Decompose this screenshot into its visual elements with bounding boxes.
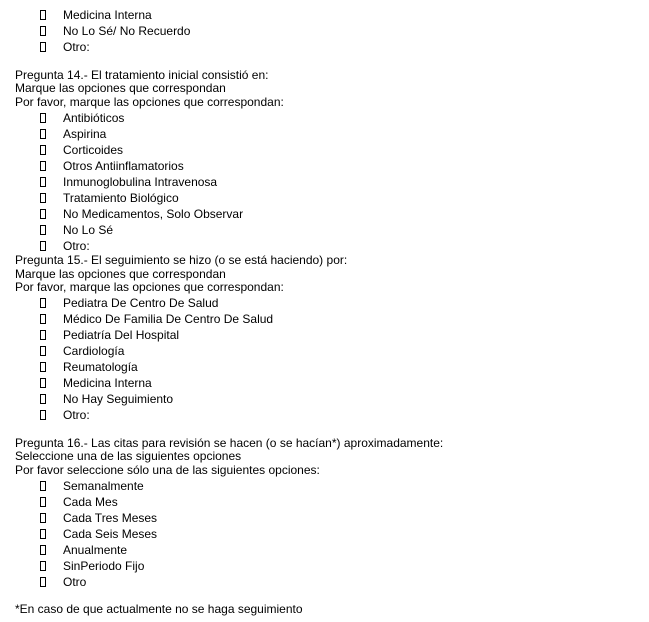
q16-option-semanalmente[interactable] bbox=[38, 478, 144, 494]
q16-option-cada-tres-meses[interactable] bbox=[38, 510, 157, 526]
checkbox-icon[interactable] bbox=[40, 577, 46, 587]
option-top-1[interactable] bbox=[38, 23, 190, 39]
q15-hint: Marque las opciones que correspondan bbox=[15, 267, 226, 281]
checkbox-icon[interactable] bbox=[40, 378, 46, 388]
checkbox-icon[interactable] bbox=[40, 241, 46, 251]
option-label: Cardiología bbox=[63, 344, 125, 358]
option-label: Tratamiento Biológico bbox=[63, 191, 179, 205]
q14-option-antibioticos[interactable] bbox=[38, 110, 124, 126]
option-label: SinPeriodo Fijo bbox=[63, 559, 145, 573]
q15-option-medicina-interna[interactable] bbox=[38, 375, 152, 391]
checkbox-icon[interactable] bbox=[40, 481, 46, 491]
q14-option-no-medicamentos[interactable] bbox=[38, 206, 243, 222]
option-label: Pediatría Del Hospital bbox=[63, 328, 180, 342]
q16-hint: Seleccione una de las siguientes opciones bbox=[15, 449, 242, 463]
q15-option-pediatria-hospital[interactable] bbox=[38, 327, 179, 343]
option-label: No Lo Sé bbox=[63, 223, 114, 237]
q16-title: Pregunta 16.- Las citas para revisión se hacen (o se hacían*) aproximadamente: bbox=[15, 436, 444, 450]
option-top-2[interactable] bbox=[38, 39, 90, 55]
footnote: *En caso de que actualmente no se haga seguimiento bbox=[15, 602, 303, 616]
q14-option-corticoides[interactable] bbox=[38, 142, 123, 158]
q15-option-medico-familia[interactable] bbox=[38, 311, 273, 327]
checkbox-icon[interactable] bbox=[40, 225, 46, 235]
q16-option-sin-periodo-fijo[interactable] bbox=[38, 558, 144, 574]
q14-option-inmunoglobulina[interactable] bbox=[38, 174, 217, 190]
q16-option-otro[interactable] bbox=[38, 574, 86, 590]
checkbox-icon[interactable] bbox=[40, 26, 46, 36]
checkbox-icon[interactable] bbox=[40, 42, 46, 52]
option-label: Semanalmente bbox=[63, 479, 144, 493]
checkbox-icon[interactable] bbox=[40, 362, 46, 372]
q14-option-aspirina[interactable] bbox=[38, 126, 106, 142]
option-label: Medicina Interna bbox=[63, 8, 152, 22]
option-label: Otro bbox=[63, 575, 87, 589]
q14-instruction: Por favor, marque las opciones que correspondan: bbox=[15, 95, 284, 109]
q16-option-cada-mes[interactable] bbox=[38, 494, 118, 510]
checkbox-icon[interactable] bbox=[40, 129, 46, 139]
q15-option-pediatra-centro-salud[interactable] bbox=[38, 295, 218, 311]
checkbox-icon[interactable] bbox=[40, 113, 46, 123]
option-label: Otros Antiinflamatorios bbox=[63, 159, 184, 173]
option-label: Cada Seis Meses bbox=[63, 527, 158, 541]
q16-option-anualmente[interactable] bbox=[38, 542, 127, 558]
option-label: Reumatología bbox=[63, 360, 138, 374]
q15-option-no-hay-seguimiento[interactable] bbox=[38, 391, 173, 407]
option-label: Inmunoglobulina Intravenosa bbox=[63, 175, 218, 189]
checkbox-icon[interactable] bbox=[40, 177, 46, 187]
checkbox-icon[interactable] bbox=[40, 209, 46, 219]
option-label: Médico De Familia De Centro De Salud bbox=[63, 312, 274, 326]
option-label: No Lo Sé/ No Recuerdo bbox=[63, 24, 191, 38]
option-label: Cada Tres Meses bbox=[63, 511, 158, 525]
option-label: Corticoides bbox=[63, 143, 124, 157]
option-label: Aspirina bbox=[63, 127, 107, 141]
option-label: Otro: bbox=[63, 239, 90, 253]
checkbox-icon[interactable] bbox=[40, 161, 46, 171]
checkbox-icon[interactable] bbox=[40, 330, 46, 340]
q14-option-tratamiento-biologico[interactable] bbox=[38, 190, 179, 206]
option-label: Antibióticos bbox=[63, 111, 125, 125]
option-label: Otro: bbox=[63, 40, 90, 54]
option-label: Anualmente bbox=[63, 543, 128, 557]
checkbox-icon[interactable] bbox=[40, 314, 46, 324]
checkbox-icon[interactable] bbox=[40, 561, 46, 571]
checkbox-icon[interactable] bbox=[40, 193, 46, 203]
checkbox-icon[interactable] bbox=[40, 513, 46, 523]
option-label: Pediatra De Centro De Salud bbox=[63, 296, 219, 310]
q14-option-no-lo-se[interactable] bbox=[38, 222, 113, 238]
option-label: No Hay Seguimiento bbox=[63, 392, 174, 406]
q14-option-otros-antiinflamatorios[interactable] bbox=[38, 158, 184, 174]
option-label: Otro: bbox=[63, 408, 90, 422]
checkbox-icon[interactable] bbox=[40, 410, 46, 420]
q16-instruction: Por favor seleccione sólo una de las siguientes opciones: bbox=[15, 463, 320, 477]
q14-hint: Marque las opciones que correspondan bbox=[15, 81, 226, 95]
checkbox-icon[interactable] bbox=[40, 346, 46, 356]
option-top-0[interactable] bbox=[38, 7, 152, 23]
q14-title: Pregunta 14.- El tratamiento inicial consistió en: bbox=[15, 68, 269, 82]
q15-title: Pregunta 15.- El seguimiento se hizo (o se está haciendo) por: bbox=[15, 253, 348, 267]
option-label: Medicina Interna bbox=[63, 376, 152, 390]
checkbox-icon[interactable] bbox=[40, 529, 46, 539]
checkbox-icon[interactable] bbox=[40, 145, 46, 155]
q15-option-cardiologia[interactable] bbox=[38, 343, 124, 359]
q15-option-otro[interactable] bbox=[38, 407, 90, 423]
checkbox-icon[interactable] bbox=[40, 10, 46, 20]
checkbox-icon[interactable] bbox=[40, 298, 46, 308]
option-label: Cada Mes bbox=[63, 495, 118, 509]
checkbox-icon[interactable] bbox=[40, 394, 46, 404]
checkbox-icon[interactable] bbox=[40, 545, 46, 555]
q16-option-cada-seis-meses[interactable] bbox=[38, 526, 157, 542]
checkbox-icon[interactable] bbox=[40, 497, 46, 507]
q15-instruction: Por favor, marque las opciones que correspondan: bbox=[15, 280, 284, 294]
q15-option-reumatologia[interactable] bbox=[38, 359, 138, 375]
option-label: No Medicamentos, Solo Observar bbox=[63, 207, 244, 221]
